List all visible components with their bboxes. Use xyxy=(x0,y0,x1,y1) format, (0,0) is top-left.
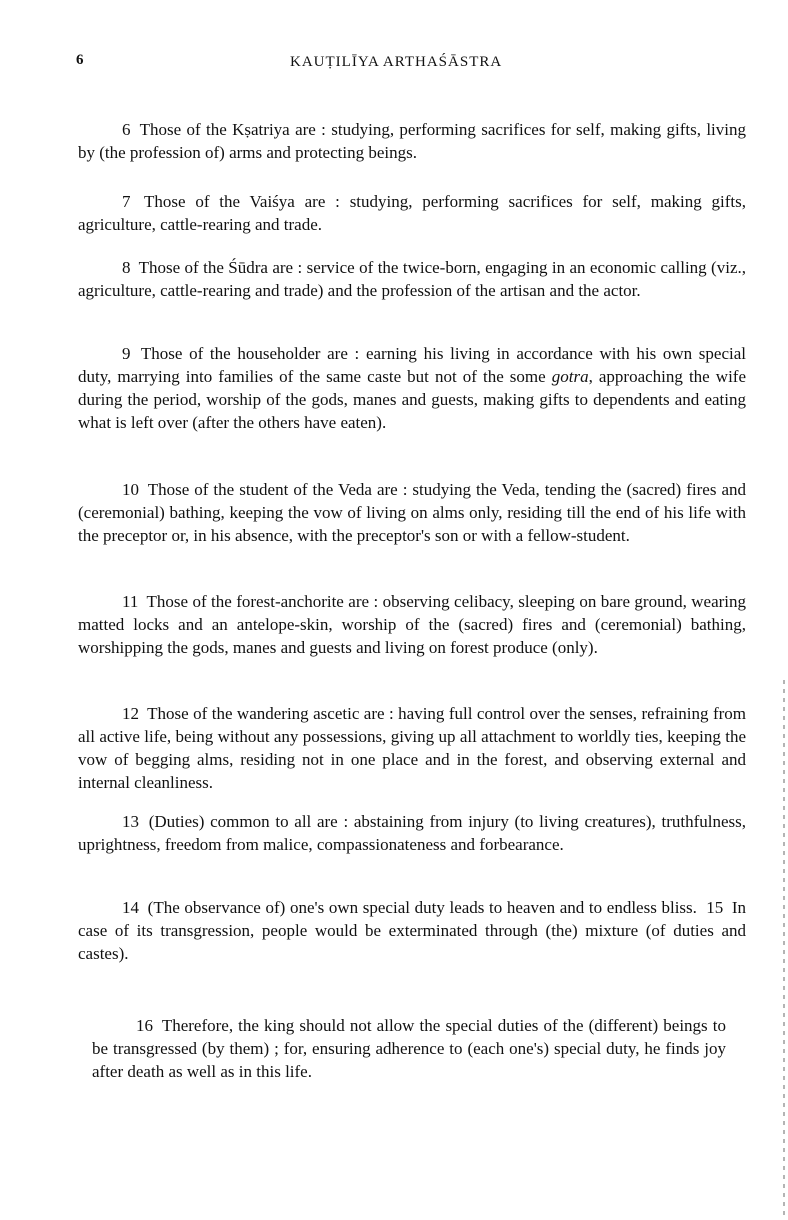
paragraph-number: 6 xyxy=(122,120,131,139)
paragraph-number-15: 15 xyxy=(706,898,724,917)
paragraph-number: 11 xyxy=(122,592,139,611)
paragraph-text: Those of the wandering ascetic are : having full control over the senses, refraining from all active life, being without any possessions, giving up all attachment to worldly ties, keeping the vow of begging alms, residing not in one place and in the forest, and observing external and internal cleanliness. xyxy=(78,704,746,792)
scan-edge-artifact xyxy=(783,680,785,1220)
paragraph-text: (Duties) common to all are : abstaining from injury (to living creatures), truthfulness, uprightness, freedom from malice, compassionateness and forbearance. xyxy=(78,812,747,854)
paragraph-10 xyxy=(78,478,746,547)
paragraph-text-continued: , approaching the wife during the period, worship of the gods, manes and guests, making gifts to dependents and eating what is left over (after the others have eaten). xyxy=(78,367,746,432)
page-number: 6 xyxy=(76,52,84,68)
paragraph-14-15 xyxy=(78,896,746,965)
paragraph-number: 7 xyxy=(122,192,131,211)
paragraph-7 xyxy=(78,190,746,236)
paragraph-text: Those of the Śūdra are : service of the twice-born, engaging in an economic calling (viz., agriculture, cattle-rearing and trade) and the profession of the artisan and the actor. xyxy=(78,258,746,300)
paragraph-number: 9 xyxy=(122,344,131,363)
paragraph-11 xyxy=(78,590,746,659)
paragraph-number: 16 xyxy=(136,1016,153,1035)
paragraph-number: 14 xyxy=(122,898,139,917)
paragraph-number: 8 xyxy=(122,258,131,277)
paragraph-12 xyxy=(78,702,746,794)
paragraph-text: Those of the student of the Veda are : studying the Veda, tending the (sacred) fires and (ceremonial) bathing, keeping the vow of living on alms only, residing till the end of his life with the preceptor or, in his absence, with the preceptor's son or with a fellow-student. xyxy=(78,480,746,545)
paragraph-italic-term: gotra xyxy=(551,367,589,386)
paragraph-9 xyxy=(78,342,746,434)
paragraph-number: 13 xyxy=(122,812,139,831)
running-head: KAUṬILĪYA ARTHAŚĀSTRA xyxy=(290,54,503,70)
paragraph-13 xyxy=(78,810,746,856)
paragraph-8 xyxy=(78,256,746,302)
paragraph-text-15: In case of its transgression, people would be exterminated through (the) mixture (of duties and castes). xyxy=(78,898,747,963)
paragraph-text: Those of the Kṣatriya are : studying, performing sacrifices for self, making gifts, living by (the profession of) arms and protecting beings. xyxy=(78,120,746,162)
paragraph-text: (The observance of) one's own special duty leads to heaven and to endless bliss. xyxy=(147,898,697,917)
paragraph-number: 12 xyxy=(122,704,139,723)
paragraph-text: Those of the forest-anchorite are : observing celibacy, sleeping on bare ground, wearing matted locks and an antelope-skin, worship of the (sacred) fires and (ceremonial) bathing, worshipping the gods, manes and guests and living on forest produce (only). xyxy=(78,592,746,657)
paragraph-text: Those of the Vaiśya are : studying, performing sacrifices for self, making gifts, agriculture, cattle-rearing and trade. xyxy=(78,192,746,234)
paragraph-number: 10 xyxy=(122,480,139,499)
paragraph-text: Those of the householder are : earning his living in accordance with his own special duty, marrying into families of the same caste but not of the some xyxy=(78,344,746,386)
paragraph-6 xyxy=(78,118,746,164)
paragraph-16 xyxy=(92,1014,726,1083)
paragraph-text: Therefore, the king should not allow the special duties of the (different) beings to be transgressed (by them) ; for, ensuring adherence to (each one's) special duty, he finds joy after death as well as in this life. xyxy=(92,1016,726,1081)
